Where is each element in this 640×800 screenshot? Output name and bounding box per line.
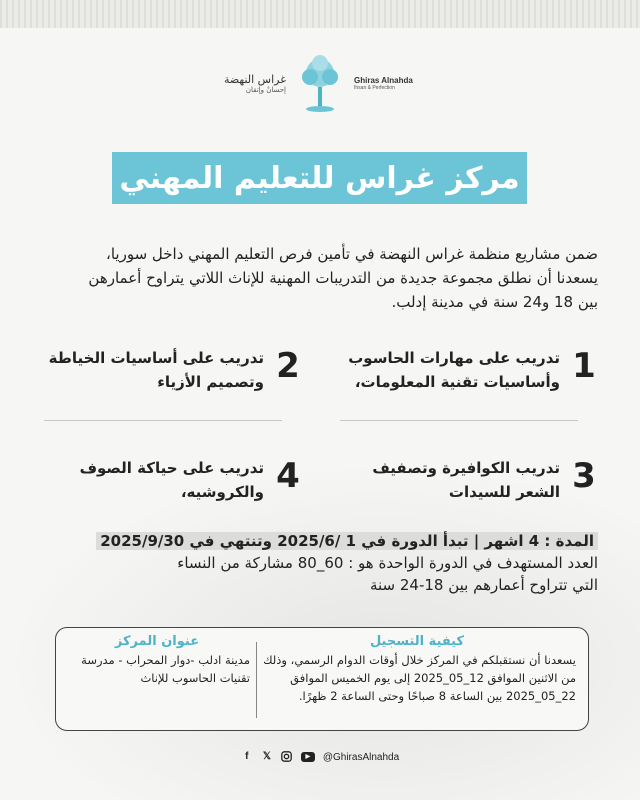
course-number: 2	[276, 346, 300, 386]
logo-arabic	[196, 73, 286, 94]
intro-paragraph	[38, 242, 598, 314]
course-item-2	[40, 346, 302, 394]
course-line-1: تدريب على أساسيات الخياطة	[48, 349, 264, 367]
logo-english-name: Ghiras Alnahda	[354, 75, 413, 85]
course-item-1	[338, 346, 598, 394]
facebook-icon[interactable]: f	[245, 751, 249, 762]
logo-english-tagline: Ihsan & Perfection	[354, 84, 395, 91]
address-line-2: تقنيات الحاسوب للإناث	[140, 671, 250, 685]
age-range-line: التي تتراوح أعمارهم بين 18-24 سنة	[369, 576, 598, 594]
registration-heading: كيفية التسجيل	[369, 634, 465, 649]
logo-arabic-tagline: إحسانٌ وإتقان	[245, 85, 286, 94]
separator	[44, 420, 282, 421]
course-number: 4	[276, 456, 300, 496]
column-divider	[256, 642, 257, 718]
intro-line-2: يسعدنا أن نطلق مجموعة جديدة من التدريبات المهنية للإناث اللاتي يتراوح أعمارهن	[88, 269, 598, 287]
address-line-1: مدينة ادلب -دوار المحراب - مدرسة	[81, 653, 250, 667]
intro-line-3: بين 18 و24 سنة في مدينة إدلب.	[391, 293, 598, 311]
course-item-4	[40, 456, 302, 504]
registration-line-3: 22_05_2025 بين الساعة 8 صباحًا وحتى الساعة 2 ظهرًا.	[298, 689, 576, 703]
info-box	[55, 627, 589, 731]
course-item-3	[338, 456, 598, 504]
intro-line-1: ضمن مشاريع منظمة غراس النهضة في تأمين فرص التعليم المهني داخل سوريا،	[105, 245, 598, 263]
registration-section	[258, 634, 576, 705]
address-heading: عنوان المركز	[114, 634, 200, 649]
registration-line-1: يسعدنا أن نستقبلكم في المركز خلال أوقات الدوام الرسمي، وذلك	[263, 653, 576, 667]
course-duration-info	[42, 530, 598, 596]
course-line-1: تدريب على حياكة الصوف	[79, 459, 264, 477]
course-line-2: والكروشيه،	[180, 483, 264, 501]
logo-arabic-name: غراس النهضة	[223, 72, 286, 86]
page-title: مركز غراس للتعليم المهني	[119, 160, 520, 196]
target-count-line: العدد المستهدف في الدورة الواحدة هو : 60_80 مشاركة من النساء	[177, 554, 598, 572]
social-bar	[0, 751, 640, 763]
course-line-1: تدريب الكوافيرة وتصفيف	[372, 459, 560, 477]
social-handle[interactable]: @GhirasAlnahda	[322, 751, 400, 763]
tree-logo-icon	[296, 53, 344, 113]
course-number: 1	[572, 346, 596, 386]
address-section	[64, 634, 250, 687]
registration-line-2: من الاثنين الموافق 12_05_2025 إلى يوم الخميس الموافق	[290, 671, 576, 685]
course-line-1: تدريب على مهارات الحاسوب	[348, 349, 560, 367]
youtube-icon[interactable]: ▶	[301, 752, 315, 762]
course-line-2: وتصميم الأزياء	[157, 373, 264, 391]
logo	[0, 48, 640, 118]
instagram-icon[interactable]	[281, 751, 293, 763]
page-title-banner	[112, 152, 527, 204]
logo-english	[354, 76, 444, 91]
separator	[340, 420, 578, 421]
course-number: 3	[572, 456, 596, 496]
x-icon[interactable]: 𝕏	[262, 751, 271, 762]
course-line-2: الشعر للسيدات	[448, 483, 560, 501]
course-line-2: وأساسيات تقنية المعلومات،	[354, 373, 560, 391]
duration-line: المدة : 4 اشهر | تبدأ الدورة في 1 /2025/6 وتنتهي في 2025/9/30	[96, 532, 598, 550]
